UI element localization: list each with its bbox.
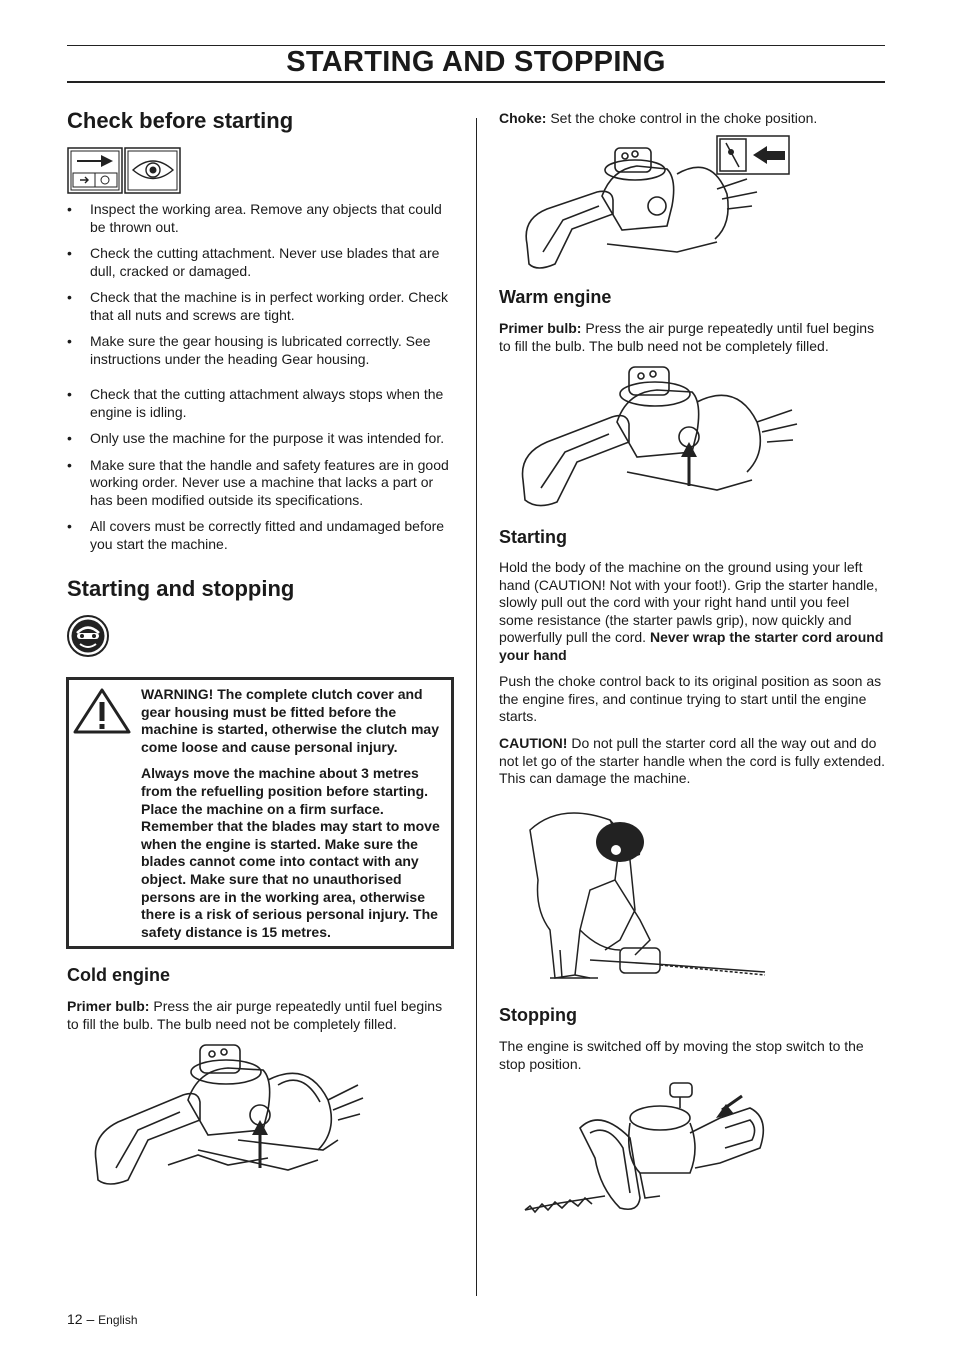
stopping-heading: Stopping [499, 1005, 577, 1025]
caution-instruction: Do not pull the starter cord all the way out and do not let go of the starter handle when the cord is fully extended. This can damage the machine. [499, 735, 886, 786]
choke-label: Choke: [499, 110, 547, 126]
list-item: • Check that the machine is in perfect working order. Check that all nuts and screws are tight. [67, 289, 457, 324]
warm-engine-text [499, 320, 885, 355]
choke-symbol-icon [717, 136, 789, 174]
list-item: • Make sure the gear housing is lubricated correctly. See instructions under the heading Gear housing. [67, 333, 457, 368]
check-before-starting-heading: Check before starting [67, 108, 294, 133]
warning-triangle-icon [69, 680, 139, 946]
column-divider [476, 118, 477, 1296]
list-item: • Inspect the working area. Remove any objects that could be thrown out. [67, 201, 457, 236]
warning-box [66, 677, 454, 949]
operator-starting-illustration [520, 800, 770, 990]
protective-equipment-icon [67, 614, 109, 658]
choke-instruction: Set the choke control in the choke position. [546, 110, 818, 126]
warning-paragraph-1: WARNING! The complete clutch cover and gear housing must be fitted before the machine is started, otherwise the clutch may come loose and cause personal injury. [141, 686, 439, 755]
cold-engine-text [67, 998, 457, 1033]
starting-instruction: Hold the body of the machine on the ground using your left hand (CAUTION! Not with your foot!). Grip the starter handle, slowly pull out the cord with your right hand until you feel some resistance (the starter pawls grip), now quickly and powerfully pull the cord. [499, 559, 878, 645]
list-item: • Check the cutting attachment. Never use blades that are dull, cracked or damaged. [67, 245, 457, 280]
starting-text [499, 559, 887, 664]
list-item: • Make sure that the handle and safety features are in good working order. Never use a machine that lacks a part or has been modified outside its specifications. [67, 457, 457, 510]
primer-bulb-label: Primer bulb: [67, 998, 150, 1014]
choke-text [499, 110, 885, 128]
starting-heading: Starting [499, 527, 568, 547]
caution-label: CAUTION! [499, 735, 568, 751]
hedge-trimmer-choke-illustration [517, 134, 792, 274]
stopping-text: The engine is switched off by moving the stop switch to the stop position. [499, 1038, 864, 1072]
eye-inspect-icon [125, 148, 180, 193]
list-item: • Only use the machine for the purpose it was intended for. [67, 430, 457, 448]
list-item: • Check that the cutting attachment always stops when the engine is idling. [67, 386, 457, 421]
page-footer [67, 1311, 138, 1327]
cold-engine-instruction: Press the air purge repeatedly until fuel begins to fill the bulb. The bulb need not be completely filled. [67, 998, 443, 1032]
page-title: STARTING AND STOPPING [286, 46, 666, 78]
caution-text [499, 735, 887, 788]
warm-engine-instruction: Press the air purge repeatedly until fuel begins to fill the bulb. The bulb need not be completely filled. [499, 320, 875, 354]
cold-engine-heading: Cold engine [67, 965, 170, 985]
list-item: • All covers must be correctly fitted and undamaged before you start the machine. [67, 518, 457, 553]
check-list [67, 201, 457, 562]
starting-and-stopping-heading: Starting and stopping [67, 576, 295, 601]
hedge-trimmer-primer-illustration [88, 1040, 368, 1190]
footer-language: English [98, 1313, 138, 1327]
push-choke-text: Push the choke control back to its original position as soon as the engine fires, and continue trying to start until the engine starts. [499, 673, 882, 724]
hedge-trimmer-stop-switch-illustration [520, 1078, 790, 1223]
hedge-trimmer-warm-engine-illustration [517, 362, 802, 512]
page-number: 12 – [67, 1311, 95, 1327]
warm-engine-heading: Warm engine [499, 287, 612, 307]
header-bottom-rule [67, 81, 885, 83]
starting-bold-warning: Never wrap the starter cord around your hand [499, 629, 884, 663]
read-manual-icon [67, 147, 181, 194]
warning-paragraph-2: Always move the machine about 3 metres from the refuelling position before starting. Place the machine on a firm surface. Remember that the blades may start to move when the engine is started. Make sure the blades cannot come into contact with any object. Make sure that no unauthorised persons are in the working area, otherwise there is a risk of serious personal injury. The safety distance is 15 metres. [141, 765, 440, 940]
warm-primer-bulb-label: Primer bulb: [499, 320, 582, 336]
